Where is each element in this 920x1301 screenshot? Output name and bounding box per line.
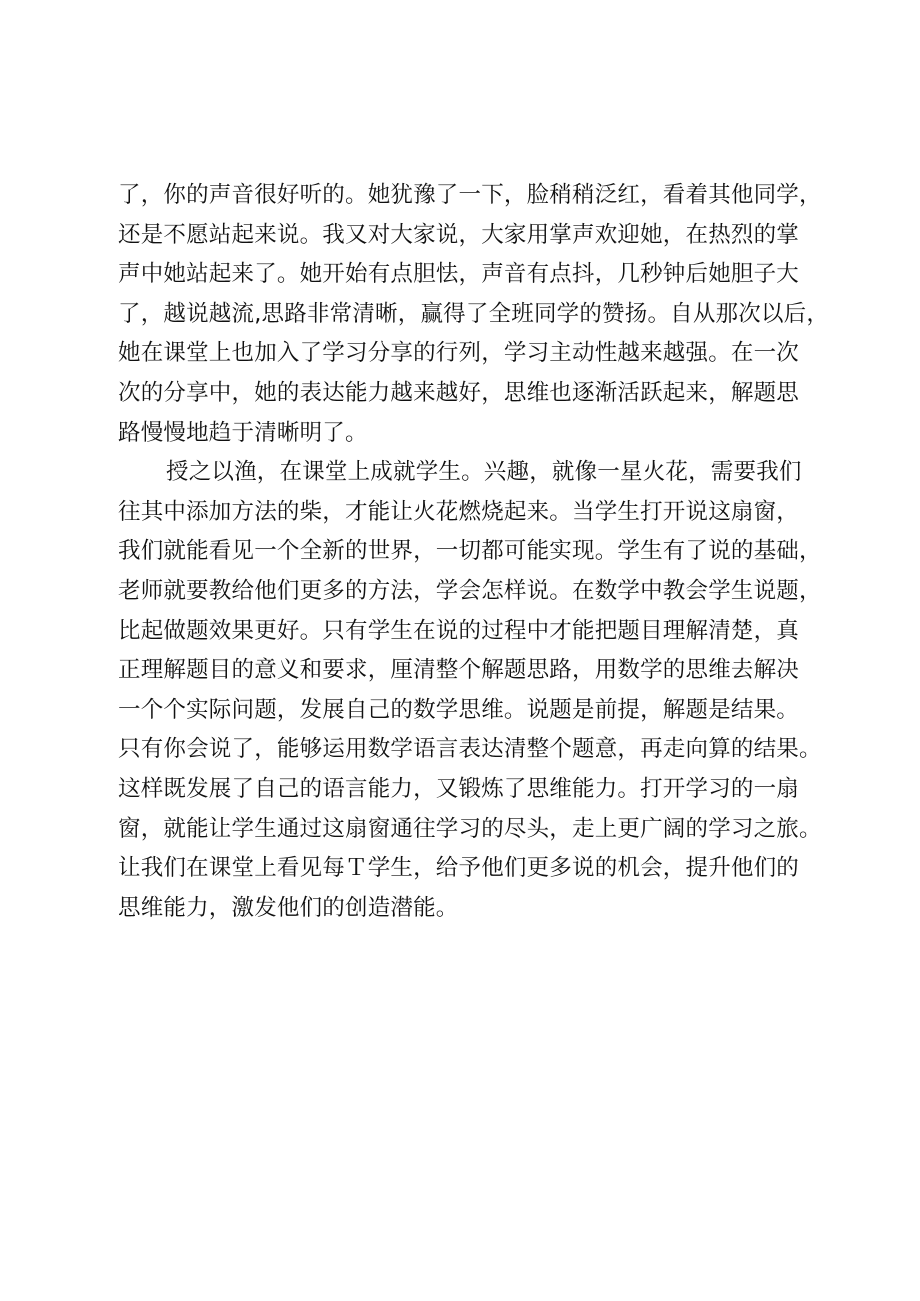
text-line: 路慢慢地趋于清晰明了。 <box>118 419 368 446</box>
text-line: 了，你的声音很好听的。她犹豫了一下，脸稍稍泛红，看着其他同学， <box>118 182 822 208</box>
paragraph-first-line: 授之以渔，在课堂上成就学生。兴趣，就像一星火花，需要我们 <box>166 459 802 486</box>
text-line: 往其中添加方法的柴，才能让火花燃烧起来。当学生打开说这扇窗， <box>118 498 800 525</box>
text-line: 一个个实际问题，发展自己的数学思维。说题是前提，解题是结果。 <box>118 696 800 723</box>
text-line: 让我们在课堂上看见每Ｔ学生，给予他们更多说的机会，提升他们的 <box>118 855 800 882</box>
text-line: 这样既发展了自己的语言能力，又锻炼了思维能力。打开学习的一扇 <box>118 775 800 802</box>
text-line: 还是不愿站起来说。我又对大家说，大家用掌声欢迎她，在热烈的掌 <box>118 221 800 248</box>
document-body <box>118 176 838 928</box>
text-line: 次的分享中，她的表达能力越来越好，思维也逐渐活跃起来，解题思 <box>118 379 800 406</box>
text-line: 老师就要教给他们更多的方法，学会怎样说。在数学中教会学生说题， <box>118 577 822 604</box>
text-line: 比起做题效果更好。只有学生在说的过程中才能把题目理解清楚，真 <box>118 617 800 644</box>
text-line: 声中她站起来了。她开始有点胆怯，声音有点抖，几秒钟后她胆子大 <box>118 261 800 288</box>
text-line: 她在课堂上也加入了学习分享的行列，学习主动性越来越强。在一次 <box>118 340 800 367</box>
text-line: 窗，就能让学生通过这扇窗通往学习的尽头，走上更广阔的学习之旅。 <box>118 815 822 842</box>
text-line: 我们就能看见一个全新的世界，一切都可能实现。学生有了说的基础， <box>118 538 822 565</box>
text-line: 正理解题目的意义和要求，厘清整个解题思路，用数学的思维去解决 <box>118 657 800 684</box>
text-line: 只有你会说了，能够运用数学语言表达清整个题意，再走向算的结果。 <box>118 736 822 763</box>
text-line: 思维能力，激发他们的创造潜能。 <box>118 894 459 921</box>
text-line: 了，越说越流,思路非常清晰，赢得了全班同学的赞扬。自从那次以后， <box>118 300 830 327</box>
